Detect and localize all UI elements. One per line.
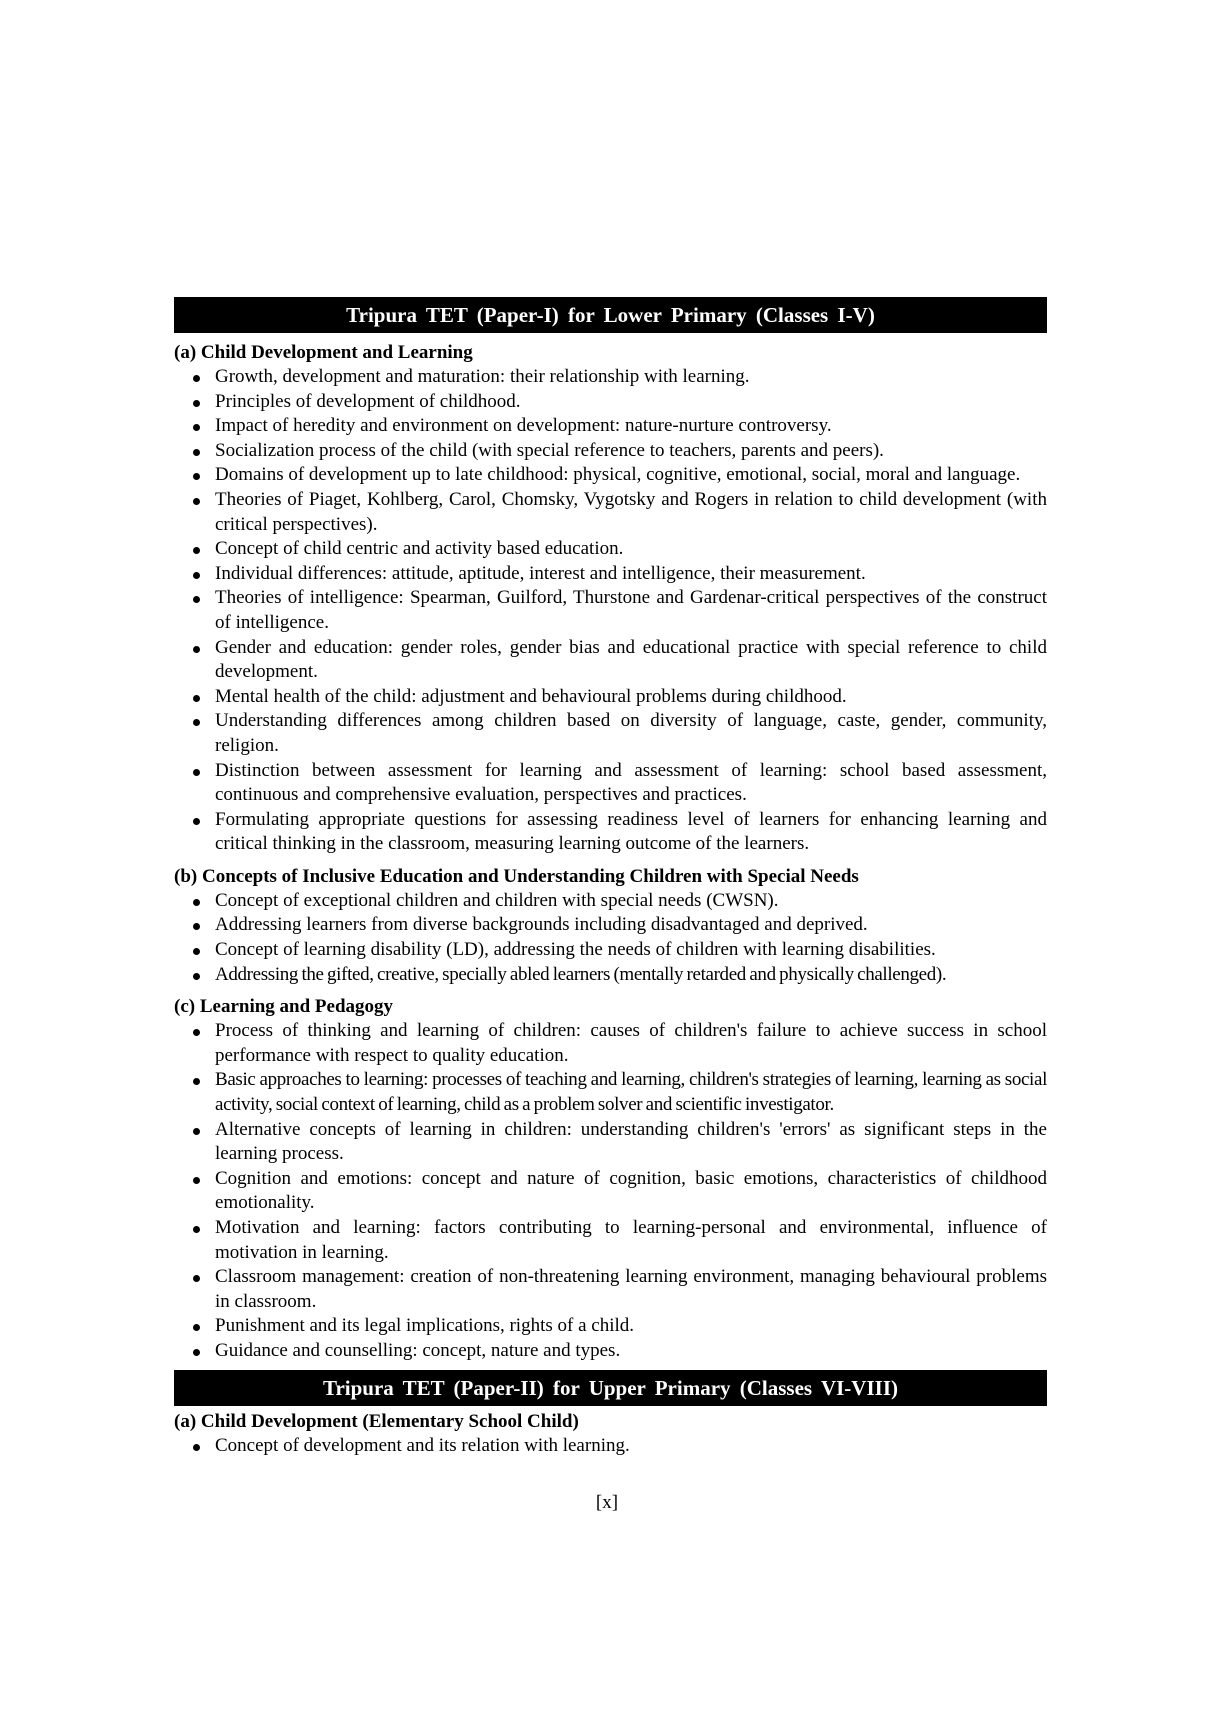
list-item: Guidance and counselling: concept, nature and types.	[215, 1339, 1047, 1364]
list-item: Understanding differences among children based on diversity of language, caste, gender, community, religion.	[215, 709, 1047, 758]
paper1-section-b-heading: (b) Concepts of Inclusive Education and Understanding Children with Special Needs	[174, 865, 859, 887]
page-number: [x]	[595, 1492, 619, 1513]
list-item: Individual differences: attitude, aptitude, interest and intelligence, their measurement.	[215, 562, 1047, 587]
list-item: Formulating appropriate questions for assessing readiness level of learners for enhancing learning and critical thinking in the classroom, measuring learning outcome of the learners.	[215, 808, 1047, 857]
list-item: Growth, development and maturation: their relationship with learning.	[215, 365, 1047, 390]
list-item: Concept of learning disability (LD), addressing the needs of children with learning disabilities.	[215, 938, 1047, 963]
list-item: Classroom management: creation of non-threatening learning environment, managing behavioural problems in classroom.	[215, 1265, 1047, 1314]
list-item: Impact of heredity and environment on development: nature-nurture controversy.	[215, 414, 1047, 439]
list-item: Motivation and learning: factors contributing to learning-personal and environmental, influence of motivation in learning.	[215, 1216, 1047, 1265]
list-item: Gender and education: gender roles, gender bias and educational practice with special reference to child development.	[215, 636, 1047, 685]
list-item: Process of thinking and learning of children: causes of children's failure to achieve success in school performance with respect to quality education.	[215, 1019, 1047, 1068]
list-item: Addressing learners from diverse backgrounds including disadvantaged and deprived.	[215, 913, 1047, 938]
list-item: Basic approaches to learning: processes of teaching and learning, children's strategies of learning, learning as social activity, social context of learning, child as a problem solver and scientific investigator.	[215, 1068, 1047, 1117]
paper2-section-a-heading: (a) Child Development (Elementary School Child)	[174, 1410, 579, 1432]
list-item: Domains of development up to late childhood: physical, cognitive, emotional, social, moral and language.	[215, 463, 1047, 488]
paper2-title-banner: Tripura TET (Paper-II) for Upper Primary (Classes VI-VIII)	[174, 1370, 1047, 1406]
list-item: Socialization process of the child (with special reference to teachers, parents and peers).	[215, 439, 1047, 464]
paper1-section-b-list	[174, 889, 1047, 987]
list-item: Theories of Piaget, Kohlberg, Carol, Chomsky, Vygotsky and Rogers in relation to child development (with critical perspectives).	[215, 488, 1047, 537]
list-item: Punishment and its legal implications, rights of a child.	[215, 1314, 1047, 1339]
list-item: Concept of child centric and activity based education.	[215, 537, 1047, 562]
paper1-section-c-list	[174, 1019, 1047, 1363]
paper1-section-c-heading: (c) Learning and Pedagogy	[174, 996, 394, 1018]
paper1-title-banner: Tripura TET (Paper-I) for Lower Primary (Classes I-V)	[174, 297, 1047, 333]
paper1-section-a-heading: (a) Child Development and Learning	[174, 342, 473, 363]
syllabus-page	[174, 297, 1047, 1458]
paper1-section-a-list	[174, 365, 1047, 857]
list-item: Principles of development of childhood.	[215, 390, 1047, 415]
list-item: Distinction between assessment for learning and assessment of learning: school based assessment, continuous and comprehensive evaluation, perspectives and practices.	[215, 759, 1047, 808]
list-item: Concept of development and its relation with learning.	[215, 1434, 1047, 1459]
list-item: Alternative concepts of learning in children: understanding children's 'errors' as significant steps in the learning process.	[215, 1118, 1047, 1167]
paper2-section-a-list	[174, 1434, 1047, 1459]
list-item: Mental health of the child: adjustment and behavioural problems during childhood.	[215, 685, 1047, 710]
list-item: Addressing the gifted, creative, specially abled learners (mentally retarded and physically challenged).	[215, 963, 1047, 988]
list-item: Cognition and emotions: concept and nature of cognition, basic emotions, characteristics of childhood emotionality.	[215, 1167, 1047, 1216]
list-item: Theories of intelligence: Spearman, Guilford, Thurstone and Gardenar-critical perspectives of the construct of intelligence.	[215, 586, 1047, 635]
list-item: Concept of exceptional children and children with special needs (CWSN).	[215, 889, 1047, 914]
